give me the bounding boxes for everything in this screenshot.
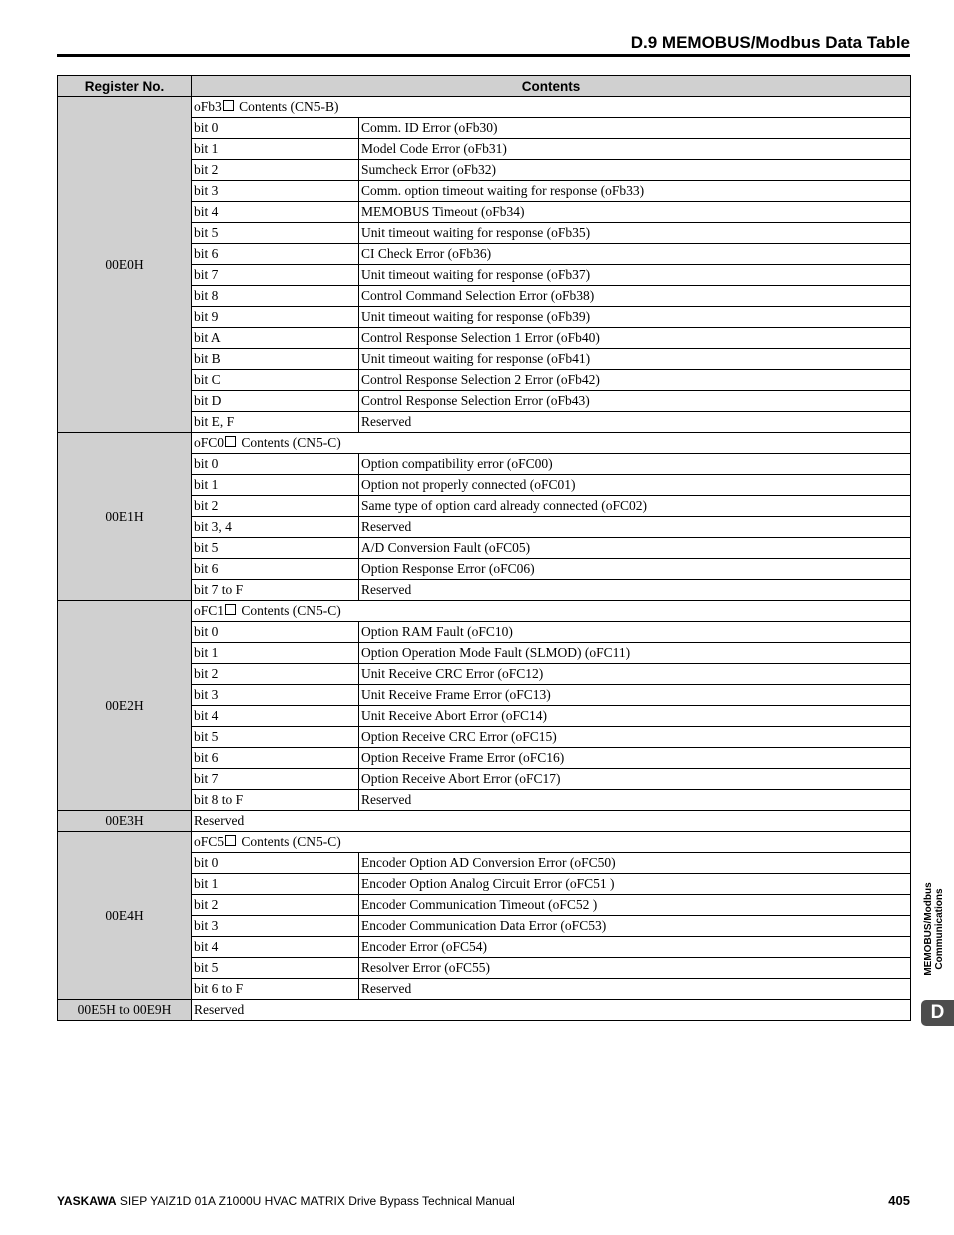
table-row [58,832,911,853]
register-number: 00E3H [58,811,192,832]
bit-cell: bit 1 [192,874,359,895]
section-title: D.9 MEMOBUS/Modbus Data Table [630,33,910,52]
description-cell: Encoder Error (oFC54) [359,937,911,958]
bit-cell: bit A [192,328,359,349]
bit-cell: bit 8 [192,286,359,307]
bit-cell: bit C [192,370,359,391]
footer-manual-title [57,1194,515,1208]
description-cell: CI Check Error (oFb36) [359,244,911,265]
description-cell: MEMOBUS Timeout (oFb34) [359,202,911,223]
bit-cell: bit 6 [192,244,359,265]
bit-cell: bit 7 [192,265,359,286]
description-cell: Resolver Error (oFC55) [359,958,911,979]
description-cell: Reserved [359,580,911,601]
placeholder-box-icon [223,100,234,111]
placeholder-box-icon [225,436,236,447]
table-body [58,97,911,1021]
register-group-title [192,97,911,118]
description-cell: Option not properly connected (oFC01) [359,475,911,496]
bit-cell: bit 5 [192,538,359,559]
description-cell: Reserved [359,412,911,433]
bit-cell: bit 9 [192,307,359,328]
group-title-suffix: Contents (CN5-C) [238,834,341,849]
bit-cell: bit 2 [192,160,359,181]
appendix-tab: D [921,1000,954,1026]
bit-cell: bit 2 [192,496,359,517]
bit-cell: bit B [192,349,359,370]
description-cell: Control Command Selection Error (oFb38) [359,286,911,307]
page-number: 405 [888,1193,910,1208]
bit-cell: bit 4 [192,937,359,958]
description-cell: Unit timeout waiting for response (oFb35) [359,223,911,244]
register-group-title [192,433,911,454]
bit-cell: bit 8 to F [192,790,359,811]
description-cell: Unit Receive Frame Error (oFC13) [359,685,911,706]
footer-brand: YASKAWA [57,1194,117,1208]
register-contents: Reserved [192,1000,911,1021]
group-title-prefix: oFC5 [194,834,225,849]
register-group-title [192,832,911,853]
bit-cell: bit 6 to F [192,979,359,1000]
side-label-line1: MEMOBUS/Modbus [923,882,934,976]
group-title-prefix: oFC1 [194,603,225,618]
bit-cell: bit 0 [192,454,359,475]
bit-cell: bit 7 to F [192,580,359,601]
bit-cell: bit 3 [192,181,359,202]
register-number: 00E0H [58,97,192,433]
description-cell: Option Response Error (oFC06) [359,559,911,580]
bit-cell: bit 1 [192,139,359,160]
bit-cell: bit 5 [192,727,359,748]
description-cell: Model Code Error (oFb31) [359,139,911,160]
description-cell: Comm. ID Error (oFb30) [359,118,911,139]
description-cell: Control Response Selection 1 Error (oFb40) [359,328,911,349]
description-cell: Control Response Selection Error (oFb43) [359,391,911,412]
bit-cell: bit 4 [192,706,359,727]
description-cell: Unit timeout waiting for response (oFb39) [359,307,911,328]
bit-cell: bit 4 [192,202,359,223]
description-cell: Control Response Selection 2 Error (oFb42) [359,370,911,391]
description-cell: Unit Receive Abort Error (oFC14) [359,706,911,727]
description-cell: Comm. option timeout waiting for response (oFb33) [359,181,911,202]
description-cell: Sumcheck Error (oFb32) [359,160,911,181]
bit-cell: bit 5 [192,223,359,244]
description-cell: Unit timeout waiting for response (oFb37) [359,265,911,286]
table-row [58,433,911,454]
table-header-row [58,76,911,97]
description-cell: Reserved [359,517,911,538]
description-cell: Option Operation Mode Fault (SLMOD) (oFC11) [359,643,911,664]
side-section-label [920,873,948,985]
bit-cell: bit 0 [192,853,359,874]
description-cell: Option Receive Abort Error (oFC17) [359,769,911,790]
description-cell: Encoder Option Analog Circuit Error (oFC51 ) [359,874,911,895]
bit-cell: bit 7 [192,769,359,790]
table-row [58,97,911,118]
bit-cell: bit D [192,391,359,412]
bit-cell: bit 3, 4 [192,517,359,538]
bit-cell: bit 3 [192,685,359,706]
group-title-prefix: oFC0 [194,435,225,450]
group-title-suffix: Contents (CN5-B) [235,99,339,114]
placeholder-box-icon [225,835,236,846]
group-title-prefix: oFb3 [194,99,222,114]
register-number: 00E4H [58,832,192,1000]
table-row [58,811,911,832]
bit-cell: bit 2 [192,895,359,916]
table-row [58,601,911,622]
footer-manual-name: SIEP YAIZ1D 01A Z1000U HVAC MATRIX Drive Bypass Technical Manual [116,1194,515,1208]
contents-column-header: Contents [192,76,911,97]
bit-cell: bit 6 [192,559,359,580]
register-number: 00E5H to 00E9H [58,1000,192,1021]
description-cell: Encoder Communication Timeout (oFC52 ) [359,895,911,916]
bit-cell: bit 1 [192,475,359,496]
description-cell: Option RAM Fault (oFC10) [359,622,911,643]
register-number: 00E2H [58,601,192,811]
register-table [57,75,911,1021]
description-cell: Option Receive CRC Error (oFC15) [359,727,911,748]
bit-cell: bit 3 [192,916,359,937]
description-cell: Reserved [359,790,911,811]
bit-cell: bit 0 [192,118,359,139]
bit-cell: bit 6 [192,748,359,769]
description-cell: Option Receive Frame Error (oFC16) [359,748,911,769]
side-label-line2: Communications [934,888,945,970]
description-cell: A/D Conversion Fault (oFC05) [359,538,911,559]
register-group-title [192,601,911,622]
description-cell: Same type of option card already connected (oFC02) [359,496,911,517]
bit-cell: bit 2 [192,664,359,685]
bit-cell: bit 1 [192,643,359,664]
table-row [58,1000,911,1021]
register-contents: Reserved [192,811,911,832]
description-cell: Encoder Option AD Conversion Error (oFC50) [359,853,911,874]
description-cell: Unit Receive CRC Error (oFC12) [359,664,911,685]
group-title-suffix: Contents (CN5-C) [238,603,341,618]
description-cell: Option compatibility error (oFC00) [359,454,911,475]
placeholder-box-icon [225,604,236,615]
description-cell: Reserved [359,979,911,1000]
bit-cell: bit 0 [192,622,359,643]
register-number: 00E1H [58,433,192,601]
description-cell: Encoder Communication Data Error (oFC53) [359,916,911,937]
group-title-suffix: Contents (CN5-C) [238,435,341,450]
description-cell: Unit timeout waiting for response (oFb41) [359,349,911,370]
bit-cell: bit E, F [192,412,359,433]
bit-cell: bit 5 [192,958,359,979]
header-rule [57,54,910,57]
register-column-header: Register No. [58,76,192,97]
